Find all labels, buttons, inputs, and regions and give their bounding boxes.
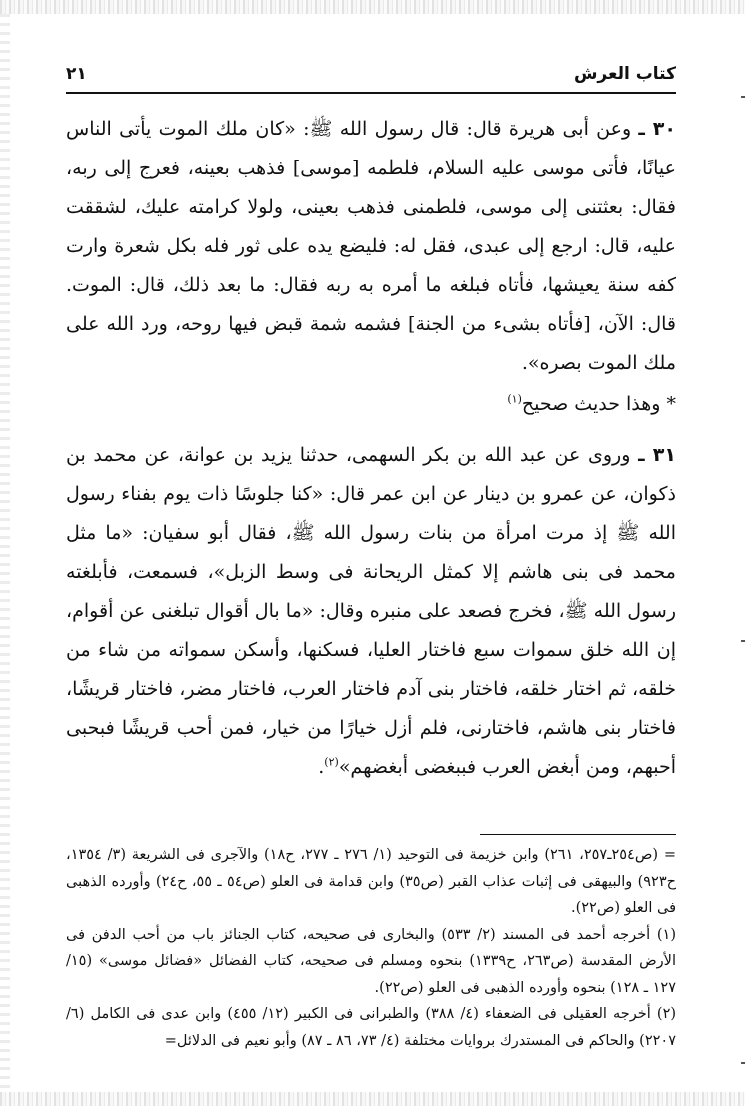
footnote-2: (٢) أخرجه العقيلى فى الضعفاء (٤/ ٣٨٨) والطبرانى فى الكبير (١٢/ ٤٥٥) وابن عدى فى الكامل (٦/ ٢٢٠٧) والحاكم فى المستدرك بروايات مختلفة (٤/ ٧٣، ٨٦ ـ ٨٧) وأبو نعيم فى الدلائل= bbox=[66, 1006, 677, 1049]
scan-edge-left bbox=[0, 14, 10, 1092]
footnotes bbox=[66, 842, 676, 1054]
hadith-text: وعن أبى هريرة قال: قال رسول الله ﷺ: «كان ملك الموت يأتى الناس عيانًا، فأتى موسى عليه السلام، فلطمه [موسى] فذهب بعينه، فعرج إلى ربه، فقال: بعثتنى إلى موسى، فلطمنى فذهب بعينى، ولولا كرامته عليك، لشققت عليه، قال: ارجع إلى عبدى، فقل له: فليضع يده على ثور فله بكل شعرة وارت كفه سنة يعيشها، فأتاه فبلغه ما أمره به ربه فقال: ما بعد ذلك، قال: الموت. قال: الآن، [فأتاه بشىء من الجنة] فشمه شمة قبض فيها روحه، ورد الله على ملك الموت بصره». bbox=[66, 118, 676, 374]
page-edge-mark bbox=[741, 1062, 745, 1064]
hadith-end: . bbox=[318, 756, 325, 778]
footnote-ref: (١) bbox=[507, 392, 522, 406]
grade-text: * وهذا حديث صحيح bbox=[521, 393, 676, 415]
page-number: ٢١ bbox=[66, 64, 87, 84]
footnote-continued: = (ص٢٥٤ـ٢٥٧، ٢٦١) وابن خزيمة فى التوحيد (١/ ٢٧٦ ـ ٢٧٧، ح١٨) والآجرى فى الشريعة (٣/ ١٣٥٤، ح٩٢٣) والبيهقى فى إثبات عذاب القبر (ص٣٥) وابن قدامة فى العلو (ص٥٤ ـ ٥٥، ح٢٤) وأورده الذهبى فى العلو (ص٢٢). bbox=[66, 847, 677, 916]
hadith-text: وروى عن عبد الله بن بكر السهمى، حدثنا يزيد بن عوانة، عن محمد بن ذكوان، عن عمرو بن دينار عن ابن عمر قال: «كنا جلوسًا ذات يوم بفناء رسول الله ﷺ إذ مرت امرأة من بنات رسول الله ﷺ، فقال أبو سفيان: «ما مثل محمد فى بنى هاشم إلا كمثل الريحانة فى وسط الزبل»، فسمعت، فأبلغته رسول الله ﷺ، فخرج فصعد على منبره وقال: «ما بال أقوال تبلغنى عن أقوام، إن الله خلق سموات سبع فاختار العليا، فسكنها، وأسكن سمواته من شاء من خلقه، ثم اختار خلقه، فاختار بنى آدم فاختار العرب، فاختار مضر، فاختار قريشًا، فاختار بنى هاشم، فاختارنى، فلم أزل خيارًا من خيار، فمن أحب قريشًا فبحبى أحبهم، ومن أبغض العرب فببغضى أبغضهم» bbox=[66, 444, 676, 778]
hadith-30 bbox=[66, 110, 676, 383]
header-title: كتاب العرش bbox=[573, 64, 676, 84]
page-edge-mark bbox=[741, 96, 745, 98]
footnote-1: (١) أخرجه أحمد فى المسند (٢/ ٥٣٣) والبخارى فى صحيحه، كتاب الجنائز باب من أحب الدفن فى الأرض المقدسة (ص٢٦٣، ح١٣٣٩) بنحوه ومسلم فى صحيحه، كتاب الفضائل «فضائل موسى» (١٥/ ١٢٧ ـ ١٢٨) بنحوه وأورده الذهبى فى العلو (ص٢٢). bbox=[66, 926, 677, 996]
footnote-rule bbox=[480, 834, 676, 835]
hadith-number: ٣١ ـ bbox=[638, 444, 676, 466]
hadith-grade bbox=[66, 385, 676, 424]
hadith-number: ٣٠ ـ bbox=[638, 118, 676, 140]
page-edge-mark bbox=[741, 640, 745, 642]
main-text bbox=[66, 110, 676, 787]
header-rule bbox=[66, 92, 676, 94]
running-header bbox=[66, 64, 676, 90]
hadith-31 bbox=[66, 436, 676, 787]
footnote-ref: (٢) bbox=[324, 755, 339, 769]
scan-edge-bottom bbox=[0, 1092, 745, 1106]
scan-edge-top bbox=[0, 0, 745, 14]
